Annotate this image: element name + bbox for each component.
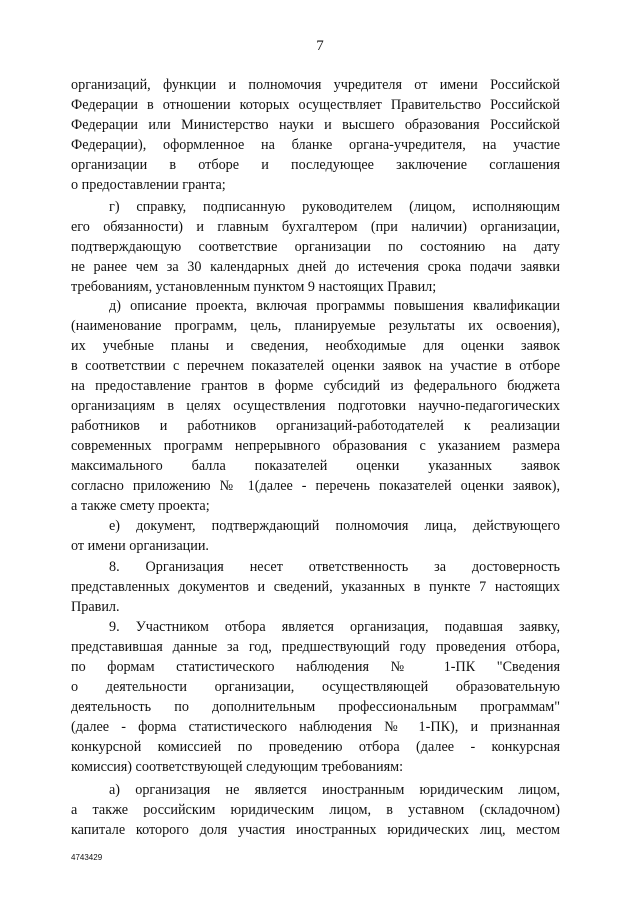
text-line: на предоставление грантов в форме субсидий из федерального бюджета — [71, 378, 560, 394]
paragraph-first-line: д) описание проекта, включая программы повышения квалификации — [109, 298, 560, 314]
text-line: не ранее чем за 30 календарных дней до истечения срока подачи заявки — [71, 259, 560, 275]
text-line: требованиям, установленным пунктом 9 настоящих Правил; — [71, 279, 437, 295]
text-line: представившая данные за год, предшествующий году проведения отбора, — [71, 639, 560, 655]
text-line: (далее - форма статистического наблюдения № 1-ПК), и признанная — [71, 719, 560, 735]
text-line: Федерации), оформленное на бланке органа-учредителя, на участие — [71, 137, 560, 153]
paragraph-first-line: е) документ, подтверждающий полномочия лица, действующего — [109, 518, 560, 534]
paragraph-first-line: 9. Участником отбора является организация, подавшая заявку, — [109, 619, 560, 635]
text-line: Федерации в отношении которых осуществляет Правительство Российской — [71, 97, 560, 113]
text-line: (наименование программ, цель, планируемые результаты их освоения), — [71, 318, 560, 334]
page-number: 7 — [316, 38, 324, 54]
text-line: современных программ непрерывного образования с указанием размера — [71, 438, 560, 454]
paragraph-first-line: 8. Организация несет ответственность за достоверность — [109, 559, 560, 575]
document-code: 4743429 — [71, 853, 103, 862]
text-line: а также российским юридическим лицом, в уставном (складочном) — [71, 802, 560, 818]
text-line: представленных документов и сведений, указанных в пункте 7 настоящих — [71, 579, 560, 595]
text-line: согласно приложению № 1(далее - перечень показателей оценки заявок), — [71, 478, 560, 494]
text-line: конкурсной комиссией по проведению отбора (далее - конкурсная — [71, 739, 560, 755]
paragraph-first-line: г) справку, подписанную руководителем (лицом, исполняющим — [109, 199, 560, 215]
text-line: от имени организации. — [71, 538, 209, 554]
text-line: их учебные планы и сведения, необходимые для оценки заявок — [71, 338, 560, 354]
text-line: Федерации или Министерство науки и высшего образования Российской — [71, 117, 560, 133]
text-line: максимального балла показателей оценки указанных заявок — [71, 458, 560, 474]
text-line: по формам статистического наблюдения № 1-ПК "Сведения — [71, 659, 560, 675]
paragraph-first-line: а) организация не является иностранным юридическим лицом, — [109, 782, 560, 798]
text-line: в соответствии с перечнем показателей оценки заявок на участие в отборе — [71, 358, 560, 374]
text-line: деятельность по дополнительным профессиональным программам" — [71, 699, 560, 715]
text-line: комиссия) соответствующей следующим требованиям: — [71, 759, 404, 775]
text-line: о предоставлении гранта; — [71, 177, 226, 193]
text-line: организации в отборе и последующее заключение соглашения — [71, 157, 560, 173]
text-line: организаций, функции и полномочия учредителя от имени Российской — [71, 77, 560, 93]
text-line: а также смету проекта; — [71, 498, 210, 514]
text-line: работников и работников организаций-работодателей к реализации — [71, 418, 560, 434]
text-line: организациям в целях осуществления подготовки научно-педагогических — [71, 398, 560, 414]
text-line: о деятельности организации, осуществляющей образовательную — [71, 679, 560, 695]
text-line: капитале которого доля участия иностранных юридических лиц, местом — [71, 822, 560, 838]
text-line: его обязанности) и главным бухгалтером (при наличии) организации, — [71, 219, 560, 235]
text-line: Правил. — [71, 599, 120, 615]
text-line: подтверждающую соответствие организации по состоянию на дату — [71, 239, 560, 255]
